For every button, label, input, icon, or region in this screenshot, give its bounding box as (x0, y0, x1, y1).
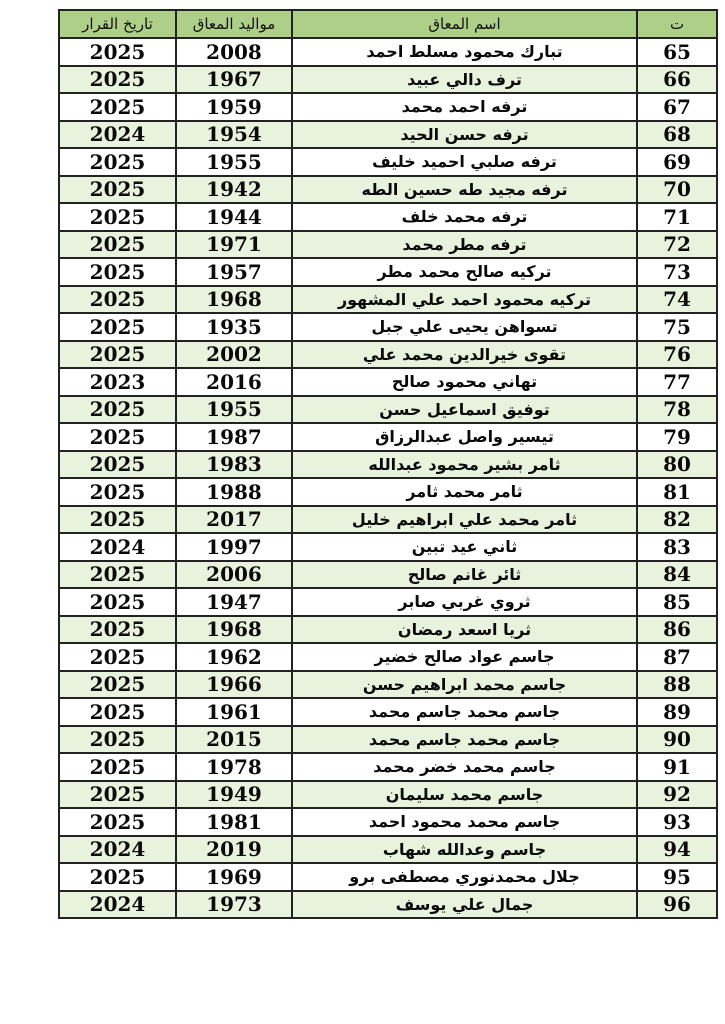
row-number-cell: 89 (637, 698, 717, 726)
row-name-cell: ثامر محمد علي ابراهيم خليل (292, 506, 637, 534)
row-birth-year-cell: 2006 (176, 561, 292, 589)
row-name-cell: ترف دالي عبيد (292, 66, 637, 94)
table-row (59, 286, 717, 314)
row-name-cell: ترفه احمد محمد (292, 93, 637, 121)
row-birth-year-cell: 1967 (176, 66, 292, 94)
row-decision-date-cell: 2025 (59, 203, 176, 231)
table-row (59, 423, 717, 451)
row-number-cell: 84 (637, 561, 717, 589)
table-row (59, 176, 717, 204)
row-name-cell: تركيه صالح محمد مطر (292, 258, 637, 286)
row-decision-date-cell: 2024 (59, 533, 176, 561)
row-birth-year-cell: 1947 (176, 588, 292, 616)
table-row (59, 533, 717, 561)
row-name-cell: جاسم محمد محمود احمد (292, 808, 637, 836)
table-row (59, 836, 717, 864)
row-name-cell: ترفه صلبي احميد خليف (292, 148, 637, 176)
row-number-cell: 91 (637, 753, 717, 781)
table-row (59, 726, 717, 754)
row-birth-year-cell: 1981 (176, 808, 292, 836)
row-decision-date-cell: 2025 (59, 753, 176, 781)
table-row (59, 561, 717, 589)
row-birth-year-cell: 1971 (176, 231, 292, 259)
row-number-cell: 71 (637, 203, 717, 231)
row-birth-year-cell: 1942 (176, 176, 292, 204)
row-decision-date-cell: 2025 (59, 863, 176, 891)
row-decision-date-cell: 2025 (59, 93, 176, 121)
row-birth-year-cell: 1997 (176, 533, 292, 561)
row-name-cell: تركيه محمود احمد علي المشهور (292, 286, 637, 314)
row-birth-year-cell: 1988 (176, 478, 292, 506)
table-row (59, 258, 717, 286)
row-birth-year-cell: 2016 (176, 368, 292, 396)
table-body (59, 38, 717, 918)
row-birth-year-cell: 2008 (176, 38, 292, 66)
row-birth-year-cell: 1973 (176, 891, 292, 919)
table-row (59, 616, 717, 644)
row-number-cell: 79 (637, 423, 717, 451)
table-row (59, 808, 717, 836)
row-number-cell: 67 (637, 93, 717, 121)
row-birth-year-cell: 1966 (176, 671, 292, 699)
row-birth-year-cell: 1962 (176, 643, 292, 671)
row-birth-year-cell: 1978 (176, 753, 292, 781)
table-row (59, 781, 717, 809)
row-number-cell: 68 (637, 121, 717, 149)
table-row (59, 506, 717, 534)
row-number-cell: 72 (637, 231, 717, 259)
table-row (59, 396, 717, 424)
row-birth-year-cell: 2002 (176, 341, 292, 369)
row-name-cell: ثائر غانم صالح (292, 561, 637, 589)
row-decision-date-cell: 2025 (59, 726, 176, 754)
table-row (59, 478, 717, 506)
row-number-cell: 80 (637, 451, 717, 479)
header-decision-date: تاريخ القرار (59, 10, 176, 38)
row-birth-year-cell: 1954 (176, 121, 292, 149)
row-birth-year-cell: 1983 (176, 451, 292, 479)
row-number-cell: 81 (637, 478, 717, 506)
row-decision-date-cell: 2025 (59, 148, 176, 176)
row-name-cell: جلال محمدنوري مصطفى برو (292, 863, 637, 891)
row-number-cell: 66 (637, 66, 717, 94)
row-name-cell: تيسير واصل عبدالرزاق (292, 423, 637, 451)
row-decision-date-cell: 2025 (59, 258, 176, 286)
row-name-cell: جاسم محمد جاسم محمد (292, 726, 637, 754)
row-name-cell: ترفه محمد خلف (292, 203, 637, 231)
row-decision-date-cell: 2025 (59, 506, 176, 534)
table-row (59, 451, 717, 479)
row-number-cell: 96 (637, 891, 717, 919)
header-name: اسم المعاق (292, 10, 637, 38)
header-number: ت (637, 10, 717, 38)
table-row (59, 231, 717, 259)
row-decision-date-cell: 2025 (59, 698, 176, 726)
row-name-cell: تقوى خيرالدين محمد علي (292, 341, 637, 369)
row-birth-year-cell: 1955 (176, 396, 292, 424)
row-number-cell: 78 (637, 396, 717, 424)
table-row (59, 863, 717, 891)
table-row (59, 203, 717, 231)
row-birth-year-cell: 2019 (176, 836, 292, 864)
table-header-row (59, 10, 717, 38)
row-number-cell: 92 (637, 781, 717, 809)
row-birth-year-cell: 1968 (176, 616, 292, 644)
table-row (59, 121, 717, 149)
table-row (59, 38, 717, 66)
row-name-cell: جاسم محمد سليمان (292, 781, 637, 809)
row-number-cell: 90 (637, 726, 717, 754)
row-name-cell: ثاني عيد تبين (292, 533, 637, 561)
row-decision-date-cell: 2025 (59, 643, 176, 671)
row-decision-date-cell: 2025 (59, 176, 176, 204)
row-name-cell: جاسم محمد ابراهيم حسن (292, 671, 637, 699)
row-name-cell: ترفه مجيد طه حسين الطه (292, 176, 637, 204)
row-birth-year-cell: 1961 (176, 698, 292, 726)
table-row (59, 698, 717, 726)
row-birth-year-cell: 1957 (176, 258, 292, 286)
table-row (59, 588, 717, 616)
row-number-cell: 94 (637, 836, 717, 864)
row-name-cell: جاسم محمد جاسم محمد (292, 698, 637, 726)
row-number-cell: 85 (637, 588, 717, 616)
row-number-cell: 76 (637, 341, 717, 369)
row-name-cell: جاسم وعدالله شهاب (292, 836, 637, 864)
row-decision-date-cell: 2025 (59, 66, 176, 94)
row-number-cell: 88 (637, 671, 717, 699)
row-name-cell: تبارك محمود مسلط احمد (292, 38, 637, 66)
header-birth-year: مواليد المعاق (176, 10, 292, 38)
table-row (59, 753, 717, 781)
row-name-cell: ترفه مطر محمد (292, 231, 637, 259)
row-number-cell: 65 (637, 38, 717, 66)
row-decision-date-cell: 2023 (59, 368, 176, 396)
row-number-cell: 73 (637, 258, 717, 286)
row-number-cell: 87 (637, 643, 717, 671)
table-row (59, 891, 717, 919)
row-name-cell: ثروي غربي صابر (292, 588, 637, 616)
row-number-cell: 77 (637, 368, 717, 396)
row-decision-date-cell: 2025 (59, 588, 176, 616)
table-row (59, 93, 717, 121)
row-decision-date-cell: 2025 (59, 616, 176, 644)
table-row (59, 66, 717, 94)
row-decision-date-cell: 2025 (59, 341, 176, 369)
row-decision-date-cell: 2025 (59, 478, 176, 506)
row-birth-year-cell: 1949 (176, 781, 292, 809)
table-row (59, 148, 717, 176)
row-number-cell: 83 (637, 533, 717, 561)
row-name-cell: توفيق اسماعيل حسن (292, 396, 637, 424)
row-birth-year-cell: 1968 (176, 286, 292, 314)
row-name-cell: تسواهن يحيى علي جبل (292, 313, 637, 341)
row-decision-date-cell: 2024 (59, 121, 176, 149)
row-birth-year-cell: 1935 (176, 313, 292, 341)
row-name-cell: تهاني محمود صالح (292, 368, 637, 396)
row-number-cell: 93 (637, 808, 717, 836)
row-name-cell: ثريا اسعد رمضان (292, 616, 637, 644)
row-decision-date-cell: 2025 (59, 286, 176, 314)
row-decision-date-cell: 2025 (59, 423, 176, 451)
table-row (59, 671, 717, 699)
row-decision-date-cell: 2025 (59, 396, 176, 424)
row-number-cell: 82 (637, 506, 717, 534)
row-name-cell: جمال علي يوسف (292, 891, 637, 919)
row-name-cell: جاسم محمد خضر محمد (292, 753, 637, 781)
disabled-persons-table (58, 9, 718, 919)
row-decision-date-cell: 2025 (59, 313, 176, 341)
row-number-cell: 74 (637, 286, 717, 314)
row-number-cell: 86 (637, 616, 717, 644)
row-name-cell: جاسم عواد صالح خضير (292, 643, 637, 671)
row-birth-year-cell: 2017 (176, 506, 292, 534)
row-decision-date-cell: 2024 (59, 891, 176, 919)
row-decision-date-cell: 2024 (59, 836, 176, 864)
row-number-cell: 69 (637, 148, 717, 176)
row-decision-date-cell: 2025 (59, 781, 176, 809)
row-birth-year-cell: 1955 (176, 148, 292, 176)
row-decision-date-cell: 2025 (59, 808, 176, 836)
table-row (59, 313, 717, 341)
row-birth-year-cell: 1944 (176, 203, 292, 231)
row-number-cell: 75 (637, 313, 717, 341)
row-birth-year-cell: 1969 (176, 863, 292, 891)
table-row (59, 341, 717, 369)
row-decision-date-cell: 2025 (59, 561, 176, 589)
row-name-cell: ثامر محمد ثامر (292, 478, 637, 506)
table-row (59, 368, 717, 396)
row-birth-year-cell: 1959 (176, 93, 292, 121)
row-decision-date-cell: 2025 (59, 38, 176, 66)
table-row (59, 643, 717, 671)
row-number-cell: 95 (637, 863, 717, 891)
row-number-cell: 70 (637, 176, 717, 204)
row-name-cell: ترفه حسن الحيد (292, 121, 637, 149)
row-decision-date-cell: 2025 (59, 671, 176, 699)
row-birth-year-cell: 1987 (176, 423, 292, 451)
row-decision-date-cell: 2025 (59, 451, 176, 479)
row-name-cell: ثامر بشير محمود عبدالله (292, 451, 637, 479)
row-decision-date-cell: 2025 (59, 231, 176, 259)
row-birth-year-cell: 2015 (176, 726, 292, 754)
